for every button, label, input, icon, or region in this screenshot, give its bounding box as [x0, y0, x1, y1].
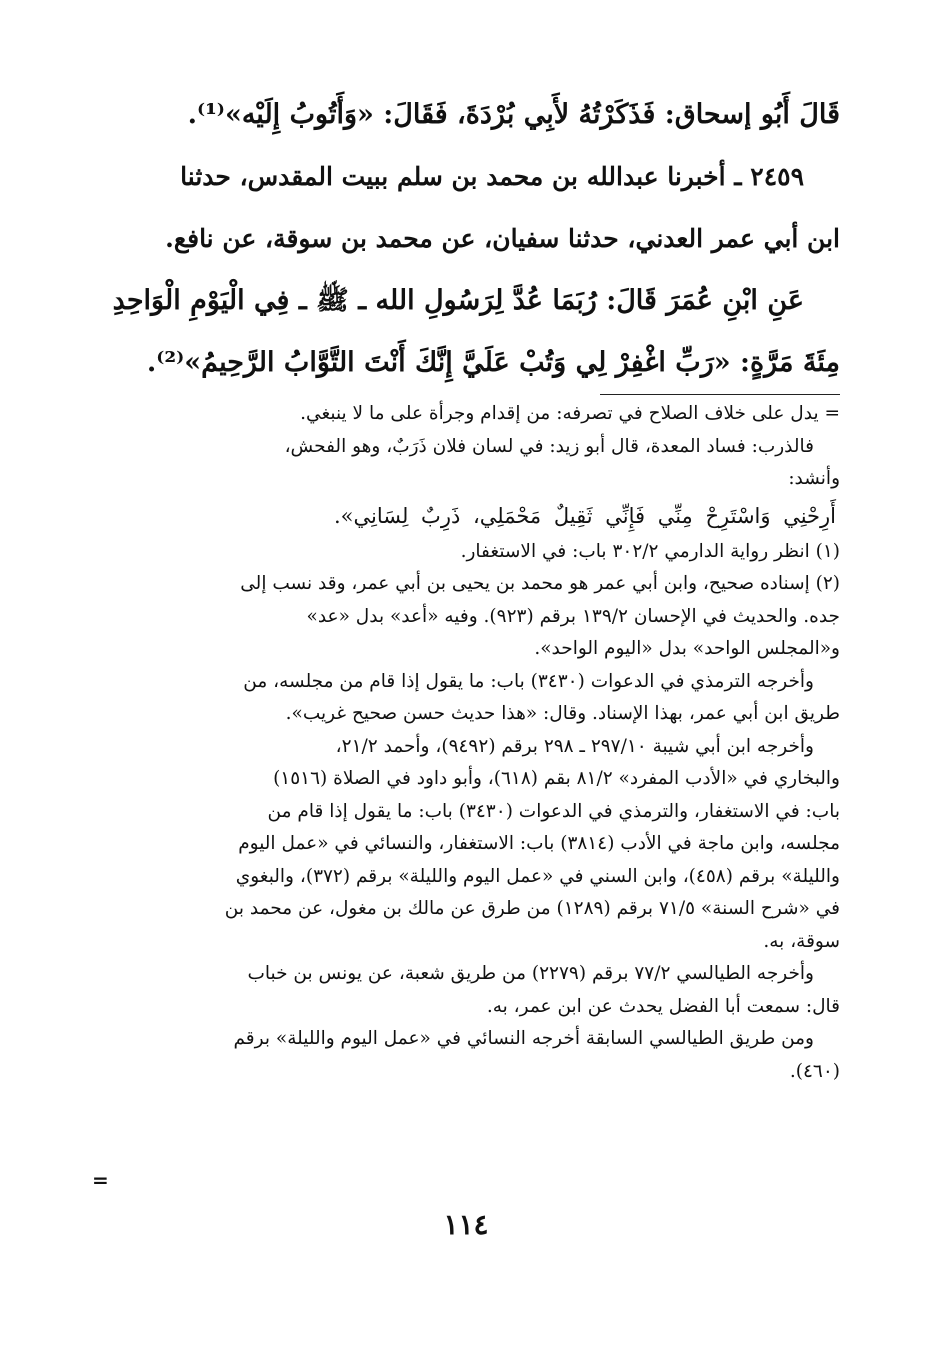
- footnote-line: جده. والحديث في الإحسان ١٣٩/٢ برقم (٩٢٣). وفيه «أعد» بدل «عد»: [306, 605, 840, 627]
- footnotes: [92, 398, 840, 1088]
- footnote-line: سوقة، به.: [763, 930, 840, 952]
- footnote-line: والبخاري في «الأدب المفرد» ٨١/٢ بقم (٦١٨)، وأبو داود في الصلاة (١٥١٦): [273, 768, 840, 789]
- footnote-2: (٢) إسناده صحيح، وابن أبي عمر هو محمد بن يحيى بن أبي عمر، وقد نسب إلى: [240, 573, 840, 594]
- footnote-line: باب: في الاستغفار، والترمذي في الدعوات (٣٤٣٠) باب: ما يقول إذا قام من: [267, 800, 840, 822]
- footnote-line: وأخرجه الترمذي في الدعوات (٣٤٣٠) باب: ما يقول إذا قام من مجلسه، من: [243, 670, 814, 692]
- footnote-line: في «شرح السنة» ٧١/٥ برقم (١٢٨٩) من طرق عن مالك بن مغول، عن محمد بن: [224, 898, 840, 919]
- footnote-continuation-3: وأنشد:: [788, 468, 840, 489]
- hadith-number-line: ٢٤٥٩ ـ أخبرنا عبدالله بن محمد بن سلم ببيت المقدس، حدثنا: [180, 162, 804, 191]
- footnote-line: و«المجلس الواحد» بدل «اليوم الواحد».: [534, 638, 840, 659]
- poem-verse: أَرِحْنِي وَاسْتَرِحْ مِنِّي فَإِنِّي ثَقِيلٌ مَحْمَلِي، ذَرِبٌ لِسَانِي».: [333, 503, 836, 528]
- footnote-line: قال: سمعت أبا الفضل يحدث عن ابن عمر، به.: [486, 995, 840, 1017]
- main-line-3: ابن أبي عمر العدني، حدثنا سفيان، عن محمد بن سوقة، عن نافع.: [165, 224, 840, 253]
- main-line-5: مِئَةَ مَرَّةٍ: «رَبِّ اغْفِرْ لِي وَتُبْ عَلَيَّ إِنَّكَ أَنْتَ التَّوَّابُ الرَّحِيمُ»⁽²⁾.: [146, 347, 840, 378]
- footnote-continuation-2: فالذرب: فساد المعدة، قال أبو زيد: في لسان فلان ذَرَبٌ، وهو الفحش،: [284, 435, 814, 457]
- footnote-1: (١) انظر رواية الدارمي ٣٠٢/٢ باب: في الاستغفار.: [460, 540, 840, 562]
- footnote-line: والليلة» برقم (٤٥٨)، وابن السني في «عمل اليوم والليلة» برقم (٣٧٢)، والبغوي: [235, 865, 840, 887]
- continuation-marker: =: [92, 1168, 109, 1192]
- footnote-line: طريق ابن أبي عمر، بهذا الإسناد. وقال: «هذا حديث حسن صحيح غريب».: [285, 703, 840, 724]
- footnote-line: وأخرجه الطيالسي ٧٧/٢ برقم (٢٢٧٩) من طريق شعبة، عن يونس بن خباب: [247, 963, 814, 984]
- footnote-line: (٤٦٠).: [789, 1060, 840, 1082]
- page-number: ١١٤: [443, 1208, 489, 1241]
- main-text: [92, 84, 840, 394]
- footnote-line: ومن طريق الطيالسي السابقة أخرجه النسائي في «عمل اليوم والليلة» برقم: [233, 1028, 814, 1049]
- footnote-continuation-1: = يدل على خلاف الصلاح في تصرفه: من إقدام وجرأة على ما لا ينبغي.: [300, 403, 840, 424]
- main-line-1: قَالَ أَبُو إسحاق: فَذَكَرْتُهُ لأَبِي بُرْدَةَ، فَقَالَ: «وَأَتُوبُ إِلَيْه»⁽¹⁾.: [187, 99, 840, 130]
- footnote-line: وأخرجه ابن أبي شيبة ٢٩٧/١٠ ـ ٢٩٨ برقم (٩٤٩٢)، وأحمد ٢١/٢،: [335, 735, 814, 757]
- main-line-4: عَنِ ابْنِ عُمَرَ قَالَ: رُبَمَا عُدَّ لِرَسُولِ الله ـ ﷺ ـ فِي الْيَوْمِ الْوَاحِدِ: [112, 285, 804, 316]
- footnote-divider: [600, 394, 840, 395]
- footnote-line: مجلسه، وابن ماجة في الأدب (٣٨١٤) باب: الاستغفار، والنسائي في «عمل اليوم: [238, 833, 840, 854]
